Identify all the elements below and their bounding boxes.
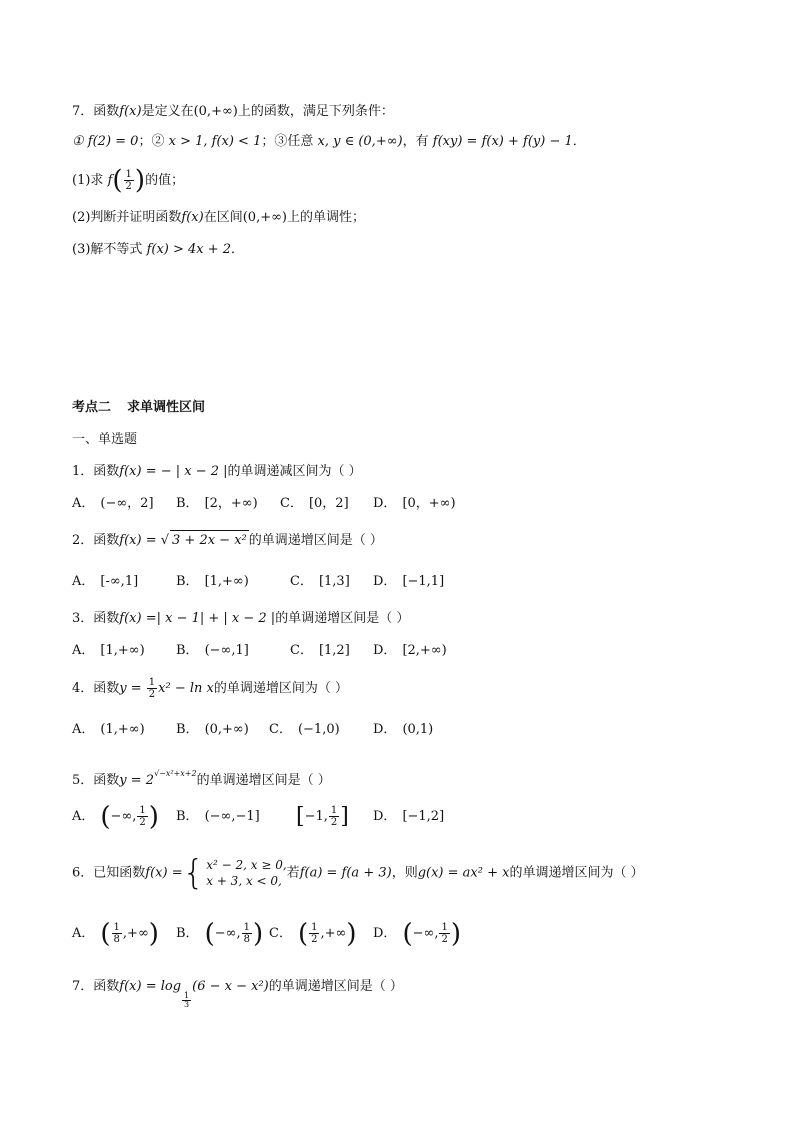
fraction: $\frac{1}{2}$ [125, 169, 132, 192]
option-c[interactable]: C． ( $\frac{1}{2}$ ,+∞ ) [269, 918, 357, 949]
question-2-options [72, 572, 734, 592]
option-c[interactable]: C． [1,3] [290, 574, 350, 589]
question-6-stem: 6．已知函数f(x) = { x² − 2, x ≥ 0, x + 3, x < 0, 若f(a) = f(a + 3)，则g(x) = ax² + x的单调递增区间为（ ） [72, 853, 644, 893]
option-c[interactable]: [ −1, $\frac{1}{2}$ ] [296, 803, 349, 829]
fraction: $\frac{1}{2}$ [148, 677, 156, 700]
option-b[interactable]: B． (−∞,1] [176, 643, 249, 658]
condition-3: x, y ∈ (0,+∞) [317, 134, 403, 149]
question-6-options [72, 918, 734, 949]
question-4-options [72, 720, 734, 740]
condition-1: ① f(2) = 0 [72, 134, 139, 149]
question-7b-stem: 7．函数f(x) = log $\frac{1}{3}$ (6 − x − x²)的单调递增区间是（ ） [72, 979, 403, 1009]
question-5-stem: 5．函数$y = 2^{√-x^2+x+2}$的单调递增区间是（ ） [72, 769, 331, 788]
option-a[interactable]: A． (1,+∞) [72, 722, 145, 737]
option-b[interactable]: B． (0,+∞) [176, 722, 249, 737]
q7-part3: (3)解不等式 f(x) > 4x + 2． [72, 242, 245, 257]
option-a[interactable]: A． ( −∞, $\frac{1}{2}$ ) [72, 801, 159, 832]
question-1-stem: 1．函数f(x) = − | x − 2 |的单调递减区间为（ ） [72, 464, 362, 479]
q7-part1: (1)求 f( $\frac{1}{2}$ )的值； [72, 165, 185, 196]
math-fx: f(x) [119, 104, 142, 119]
section-title: 一、单选题 [72, 432, 138, 447]
option-a[interactable]: A． [1,+∞) [72, 643, 145, 658]
option-d[interactable]: D． [2,+∞) [373, 643, 447, 658]
option-d[interactable]: D． (0,1) [373, 722, 434, 737]
option-b[interactable]: B． [2，+∞) [176, 496, 258, 511]
option-c[interactable]: C． [0，2] [280, 496, 349, 511]
option-b[interactable]: B． (−∞,−1] [176, 808, 260, 824]
option-a[interactable]: A． [-∞,1] [72, 574, 139, 589]
option-d[interactable]: D． ( −∞, $\frac{1}{2}$ ) [373, 918, 461, 949]
option-b[interactable]: B． [1,+∞) [176, 574, 249, 589]
option-c[interactable]: C． [1,2] [290, 643, 350, 658]
piecewise: { x² − 2, x ≥ 0, x + 3, x < 0, [182, 853, 287, 893]
q7-line2: ① f(2) = 0；② x > 1, f(x) < 1；③任意 x, y ∈ (0,+∞)，有 f(xy) = f(x) + f(y) − 1． [72, 134, 586, 149]
option-d[interactable]: D． [−1,1] [373, 574, 445, 589]
option-a[interactable]: A． (−∞，2] [72, 496, 154, 511]
question-4-stem: 4．函数y = $\frac{1}{2}$ x² − ln x的单调递增区间为（ ） [72, 677, 349, 700]
option-a[interactable]: A． ( $\frac{1}{8}$ ,+∞ ) [72, 918, 159, 949]
radicand: 3 + 2x − x² [170, 530, 249, 551]
question-1-options [72, 494, 734, 514]
question-2-stem: 2．函数f(x) = √ 3 + 2x − x² 的单调递增区间是（ ） [72, 530, 734, 551]
exponent: √−x²+x+2 [154, 769, 197, 778]
condition-2: x > 1, f(x) < 1 [168, 134, 262, 149]
question-3-options [72, 641, 734, 661]
condition-4: f(xy) = f(x) + f(y) − 1 [432, 134, 573, 149]
question-5-options [72, 801, 734, 832]
q7-line1: 7．函数f(x)是定义在(0,+∞)上的函数，满足下列条件： [72, 104, 394, 119]
section-heading: 考点二 求单调性区间 [72, 400, 206, 415]
option-d[interactable]: D． [0，+∞) [373, 496, 456, 511]
question-3-stem: 3．函数f(x) =| x − 1| + | x − 2 |的单调递增区间是（ ） [72, 611, 410, 626]
math-domain: (0,+∞) [193, 104, 238, 119]
q7-part2: (2)判断并证明函数f(x)在区间(0,+∞)上的单调性； [72, 210, 366, 225]
option-b[interactable]: B． ( −∞, $\frac{1}{8}$ ) [176, 918, 264, 949]
option-c[interactable]: C． (−1,0) [269, 722, 340, 737]
log-base: $\frac{1}{3}$ [184, 991, 190, 1009]
option-d[interactable]: D． [−1,2] [373, 808, 445, 824]
